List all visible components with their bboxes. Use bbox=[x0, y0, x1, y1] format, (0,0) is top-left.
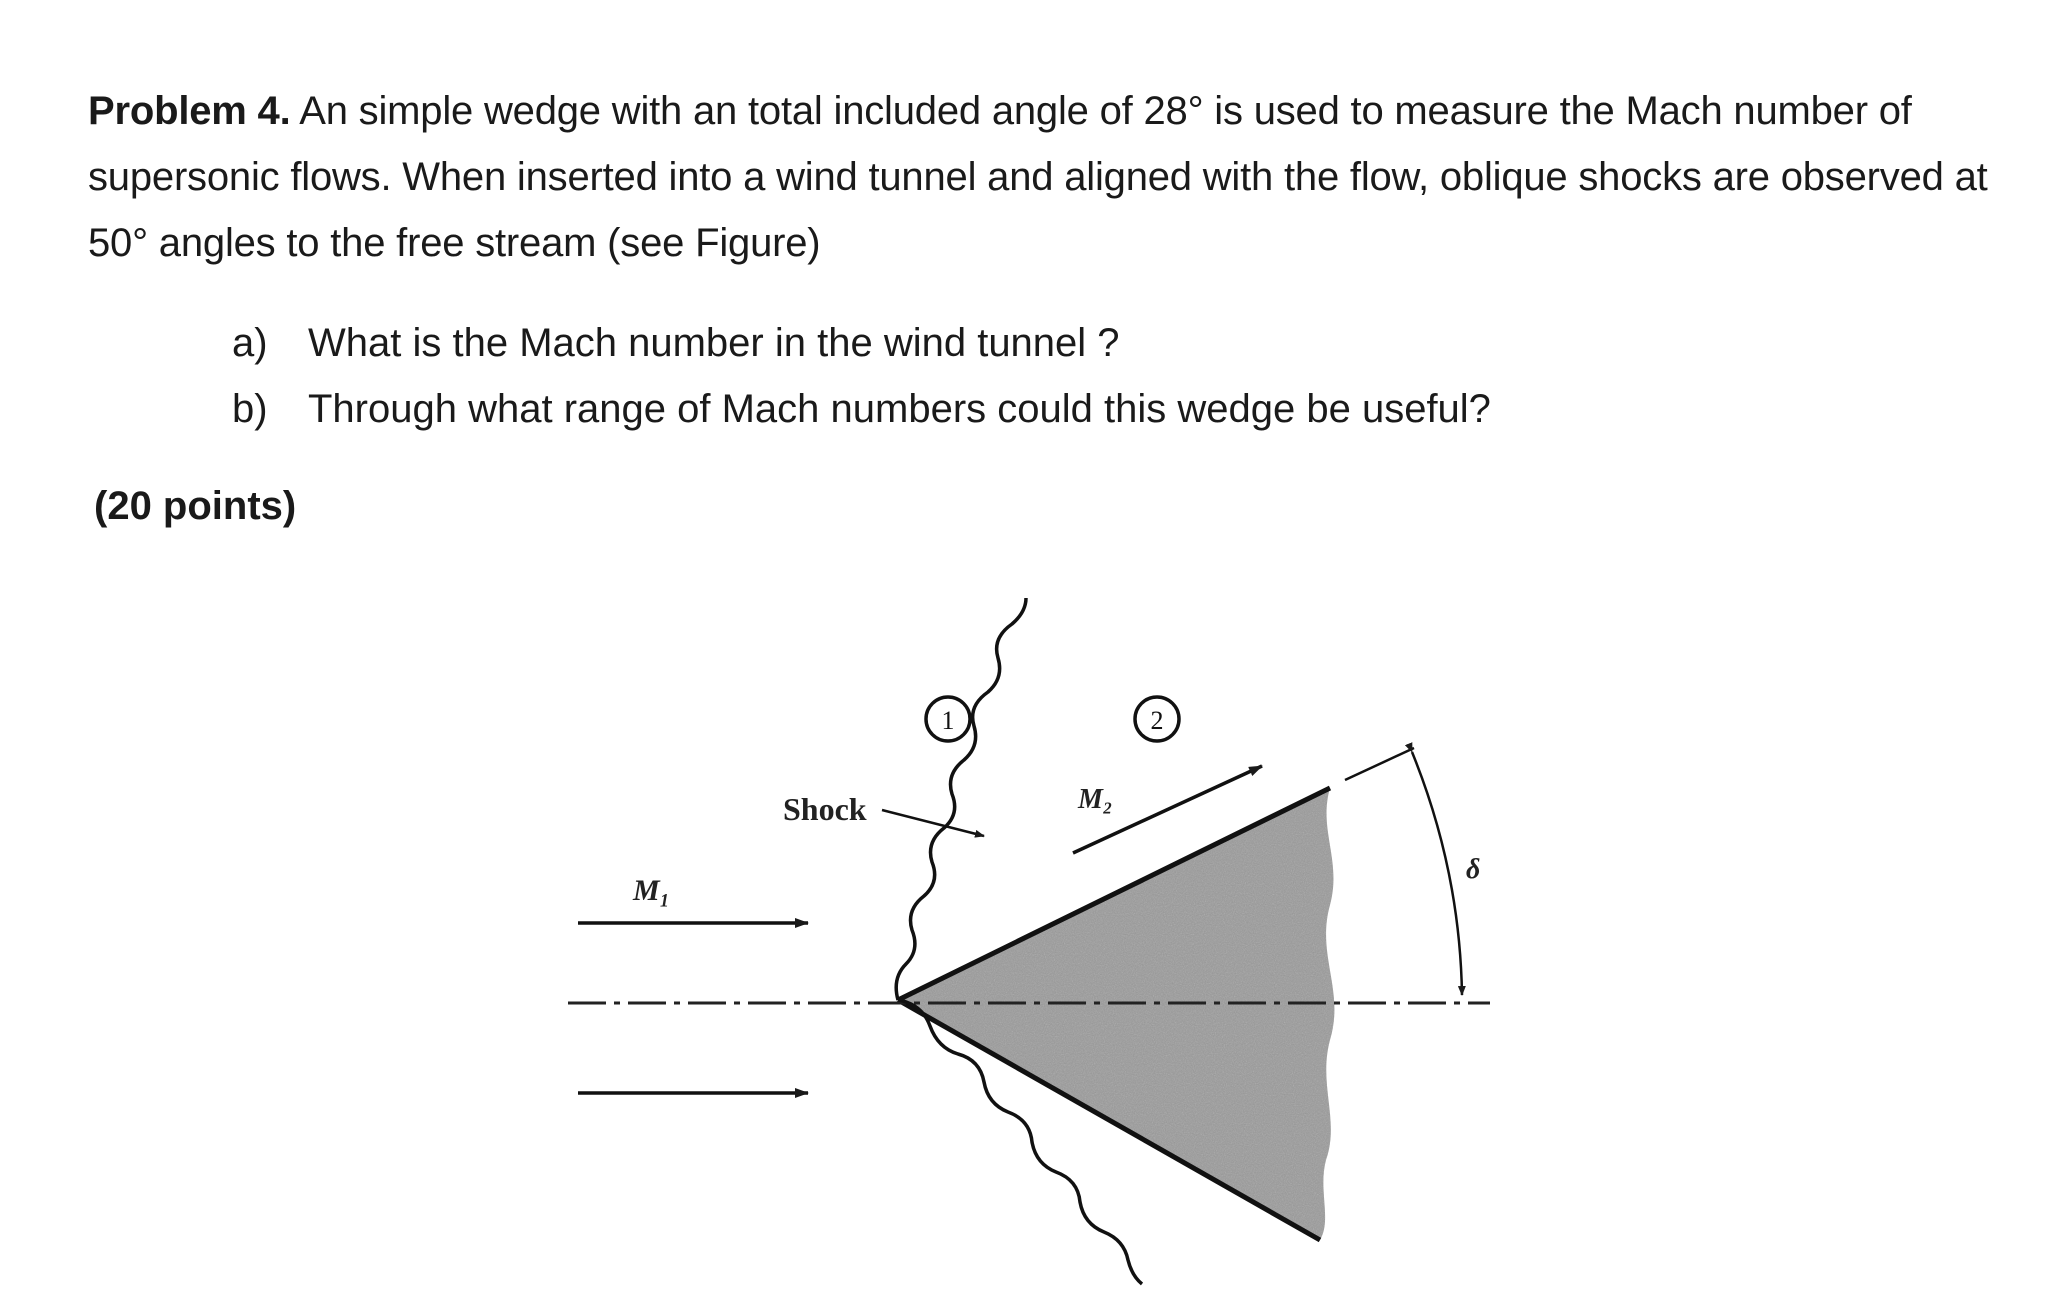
angle-arc bbox=[1412, 752, 1462, 995]
downstream-mach-label: M₂ bbox=[1078, 784, 1113, 815]
part-marker: b) bbox=[232, 387, 268, 431]
region-2-label: 2 bbox=[1150, 706, 1164, 735]
shock-leader-arrow bbox=[882, 810, 984, 836]
shock-label: Shock bbox=[783, 791, 867, 827]
problem-label: Problem 4. bbox=[88, 89, 291, 133]
points-label: (20 points) bbox=[94, 484, 297, 528]
part-text: Through what range of Mach numbers could this wedge be useful? bbox=[308, 387, 1491, 431]
problem-text: An simple wedge with an total included angle of 28° is used to measure the Mach number of supersonic flows. When inserted into a wind tunnel and aligned with the flow, oblique shocks are observed at 50° angles to the free stream (see Figure) bbox=[88, 89, 1988, 265]
wedge-body bbox=[898, 788, 1334, 1240]
deflection-angle-label: δ bbox=[1466, 854, 1481, 885]
part-marker: a) bbox=[232, 321, 268, 365]
angle-extension-line bbox=[1345, 748, 1414, 780]
part-text: What is the Mach number in the wind tunnel ? bbox=[308, 321, 1120, 365]
upstream-mach-label: M₁ bbox=[633, 874, 671, 907]
upper-shock-line bbox=[896, 598, 1026, 1000]
region-1-label: 1 bbox=[941, 706, 955, 735]
